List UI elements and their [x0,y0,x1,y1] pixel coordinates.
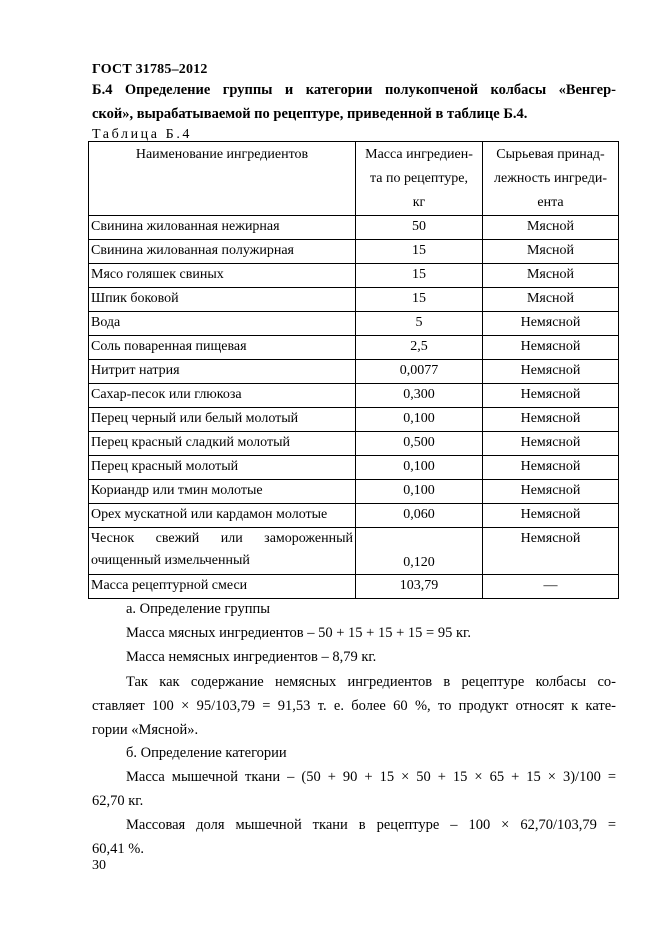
ingredient-type: Немясной [483,456,619,480]
muscle-share-paragraph [92,813,616,861]
ingredient-mass: 5 [356,312,483,336]
muscle-mass-paragraph [92,765,616,813]
ingredient-mass: 0,500 [356,432,483,456]
total-type: — [483,575,619,599]
table-row [89,360,619,384]
ingredient-name: Шпик боковой [89,288,356,312]
ingredient-mass: 2,5 [356,336,483,360]
section-heading-line-2: ской», вырабатываемой по рецептуре, приведенной в таблице Б.4. [92,106,528,122]
ingredient-name: Мясо голяшек свиных [89,264,356,288]
table-row [89,240,619,264]
table-row [89,264,619,288]
page-number: 30 [92,858,106,873]
table-row [89,504,619,528]
ingredient-type: Немясной [483,360,619,384]
table-caption: Таблица Б.4 [92,127,193,142]
muscle-mass-line: 62,70 кг. [92,793,144,809]
header-ingredient-name: Наименование ингредиентов [89,142,356,216]
table-row [89,312,619,336]
table-row [89,336,619,360]
ingredient-name: Свинина жилованная полужирная [89,240,356,264]
ingredient-type: Мясной [483,240,619,264]
conclusion-line: Так как содержание немясных ингредиентов в рецептуре колбасы со- [126,674,616,690]
ingredient-name: Перец красный сладкий молотый [89,432,356,456]
ingredient-mass: 15 [356,240,483,264]
ingredient-type: Немясной [483,528,619,575]
category-determination-heading: б. Определение категории [126,745,287,761]
gost-header: ГОСТ 31785–2012 [92,62,208,77]
ingredient-name: Чеснок свежий или замороженный очищенный измельченный [89,528,356,575]
ingredient-mass: 0,060 [356,504,483,528]
ingredient-type: Немясной [483,312,619,336]
header-mass-line: кг [412,195,426,210]
ingredient-mass: 15 [356,264,483,288]
header-type-line: ента [537,195,564,210]
group-determination-heading: а. Определение группы [126,601,270,617]
ingredient-mass: 0,0077 [356,360,483,384]
muscle-mass-line: Масса мышечной ткани – (50 + 90 + 15 × 50 + 15 × 65 + 15 × 3)/100 = [126,769,616,785]
recipe-table [88,141,619,599]
table-row [89,384,619,408]
ingredient-mass: 0,120 [356,528,483,575]
ingredient-name: Сахар-песок или глюкоза [89,384,356,408]
ingredient-mass: 0,100 [356,480,483,504]
ingredient-mass: 0,300 [356,384,483,408]
muscle-share-line: 60,41 %. [92,841,144,857]
ingredient-name: Перец красный молотый [89,456,356,480]
muscle-share-line: Массовая доля мышечной ткани в рецептуре – 100 × 62,70/103,79 = [126,817,616,833]
table-total-row [89,575,619,599]
ingredient-name: Свинина жилованная нежирная [89,216,356,240]
section-heading [92,78,616,126]
conclusion-paragraph [92,670,616,742]
header-raw-material-type [483,142,619,216]
ingredient-type: Мясной [483,288,619,312]
ingredient-name: Кориандр или тмин молотые [89,480,356,504]
total-label: Масса рецептурной смеси [89,575,356,599]
header-mass [356,142,483,216]
header-mass-line: Масса ингредиен- [365,147,473,162]
conclusion-line: гории «Мясной». [92,722,199,738]
table-row [89,288,619,312]
ingredient-type: Мясной [483,264,619,288]
table-row [89,216,619,240]
ingredient-name: Нитрит натрия [89,360,356,384]
ingredient-mass: 0,100 [356,456,483,480]
ingredient-mass: 0,100 [356,408,483,432]
table-row [89,408,619,432]
total-mass: 103,79 [356,575,483,599]
ingredient-name: Перец черный или белый молотый [89,408,356,432]
ingredient-type: Немясной [483,432,619,456]
ingredient-name: Орех мускатной или кардамон молотые [89,504,356,528]
ingredient-name: Вода [89,312,356,336]
ingredient-type: Мясной [483,216,619,240]
ingredient-name: Соль поваренная пищевая [89,336,356,360]
table-header-row [89,142,619,216]
ingredient-type: Немясной [483,504,619,528]
header-mass-line: та по рецептуре, [369,171,469,186]
header-type-line: Сырьевая принад- [496,147,605,162]
ingredient-type: Немясной [483,408,619,432]
ingredient-type: Немясной [483,480,619,504]
header-type-line: лежность ингреди- [494,171,607,186]
table-row [89,432,619,456]
table-row [89,528,619,575]
table-row [89,456,619,480]
meat-mass-text: Масса мясных ингредиентов – 50 + 15 + 15 + 15 = 95 кг. [126,625,471,641]
section-heading-line-1: Б.4 Определение группы и категории полукопченой колбасы «Венгер- [92,82,616,98]
ingredient-type: Немясной [483,336,619,360]
ingredient-type: Немясной [483,384,619,408]
table-row [89,480,619,504]
nonmeat-mass-text: Масса немясных ингредиентов – 8,79 кг. [126,649,377,665]
ingredient-mass: 50 [356,216,483,240]
conclusion-line: ставляет 100 × 95/103,79 = 91,53 т. е. более 60 %, то продукт относят к кате- [92,698,616,714]
ingredient-mass: 15 [356,288,483,312]
